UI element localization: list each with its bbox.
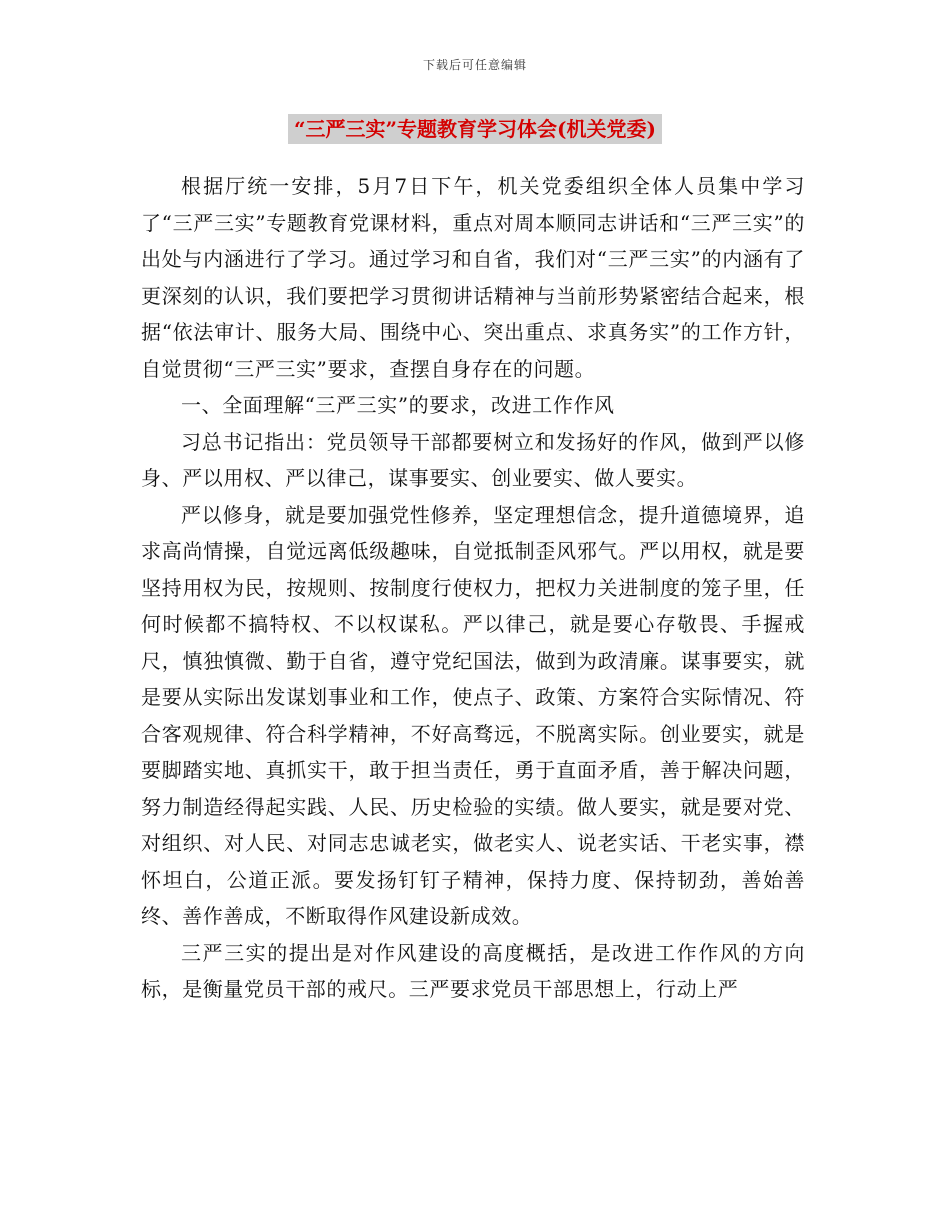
document-title: “三严三实”专题教育学习体会(机关党委) (288, 114, 662, 144)
paragraph-explanation: 严以修身，就是要加强党性修养，坚定理想信念，提升道德境界，追求高尚情操，自觉远离低级趣味，自觉抵制歪风邪气。严以用权，就是要坚持用权为民，按规则、按制度行使权力，把权力关进制度的笼子里，任何时候都不搞特权、不以权谋私。严以律己，就是要心存敬畏、手握戒尺，慎独慎微、勤于自省，遵守党纪国法，做到为政清廉。谋事要实，就是要从实际出发谋划事业和工作，使点子、政策、方案符合实际情况、符合客观规律、符合科学精神，不好高骛远，不脱离实际。创业要实，就是要脚踏实地、真抓实干，敢于担当责任，勇于直面矛盾，善于解决问题，努力制造经得起实践、人民、历史检验的实绩。做人要实，就是要对党、对组织、对人民、对同志忠诚老实，做老实人、说老实话、干老实事，襟怀坦白，公道正派。要发扬钉钉子精神，保持力度、保持韧劲，善始善终、善作善成，不断取得作风建设新成效。 (141, 502, 805, 928)
section-heading-1: 一、全面理解“三严三实”的要求，改进工作作风 (181, 393, 615, 417)
paragraph-intro: 根据厅统一安排，5月7日下午，机关党委组织全体人员集中学习了“三严三实”专题教育党课材料，重点对周本顺同志讲话和“三严三实”的出处与内涵进行了学习。通过学习和自省，我们对“三严三实”的内涵有了更深刻的认识，我们要把学习贯彻讲话精神与当前形势紧密结合起来，根据“依法审计、服务大局、围绕中心、突出重点、求真务实”的工作方针，自觉贯彻“三严三实”要求，查摆自身存在的问题。 (141, 174, 805, 381)
paragraph-summary: 三严三实的提出是对作风建设的高度概括，是改进工作作风的方向标，是衡量党员干部的戒尺。三严要求党员干部思想上，行动上严 (141, 940, 805, 1001)
header-note: 下载后可任意编辑 (422, 58, 527, 72)
title-container (0, 114, 950, 144)
paragraph-quote: 习总书记指出：党员领导干部都要树立和发扬好的作风，做到严以修身、严以用权、严以律己，谋事要实、创业要实、做人要实。 (141, 429, 805, 490)
document-body (141, 168, 805, 1008)
